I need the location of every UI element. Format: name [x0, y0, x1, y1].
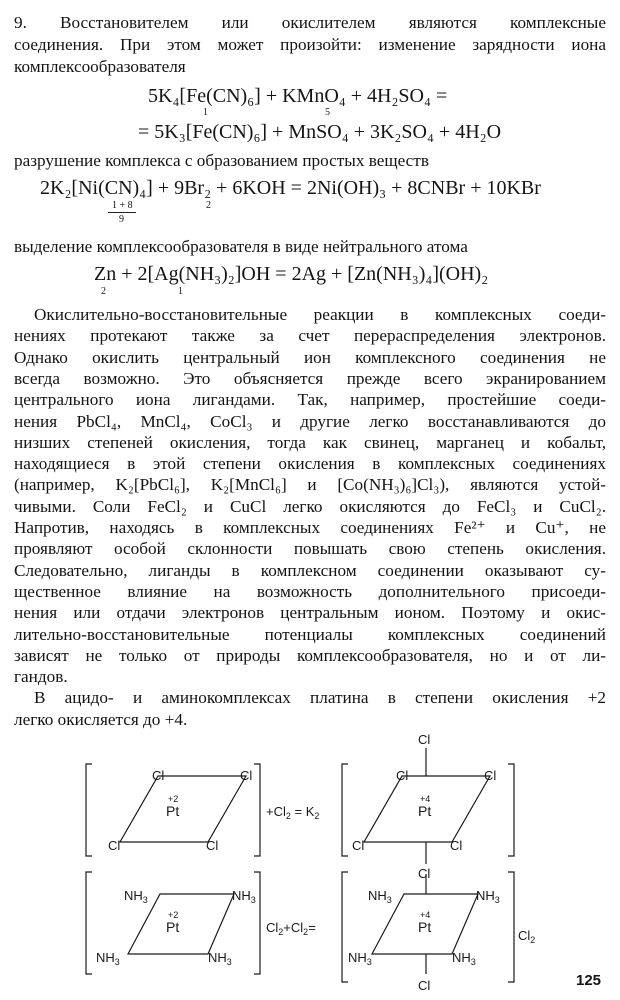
reagent-cl2: $Cl_2+Cl_2=$ — [266, 920, 316, 937]
oxidation-state-right: +4 — [420, 910, 431, 920]
nh3-ligand: $NH_3$ — [368, 888, 392, 905]
paragraph-line: Напротив, находясь в комплексных соединениях Fe²⁺ и Cu⁺, не — [14, 518, 606, 537]
oxidation-state-left: +2 — [168, 910, 179, 920]
equation-2-ox-br: 2 — [206, 200, 211, 211]
paragraph-line: всегда возможно. Это объясняется прежде всего экранированием — [14, 368, 606, 388]
metal-center: Pt — [166, 803, 180, 819]
nh3-ligand: $NH_3$ — [232, 888, 256, 905]
paragraph-line: нения PbCl₄, MnCl₄, CoCl₃ и другие легко восстанавливаются до — [14, 411, 606, 431]
equation-3: Zn + 2[Ag(NH₃)₂]OH = 2Ag + [Zn(NH₃)₄](OH)₂ — [94, 263, 489, 285]
equation-1-line-2: = 5K₃[Fe(CN)₆] + MnSO₄ + 3K₂SO₄ + 4H₂O — [138, 121, 502, 143]
cl-ligand: Cl — [206, 838, 219, 853]
metal-center: Pt — [166, 919, 180, 935]
equation-2: 2K₂[Ni(CN)₄] + 9Br₂ + 6KOH = 2Ni(OH)₃ + 8CNBr + 10KBr — [40, 177, 541, 199]
paragraph-line: нениях протекают также за счет перераспределения электронов. — [14, 326, 606, 346]
platinum-complex-diagram — [0, 728, 620, 998]
paragraph-line: лительно-восстановительные потенциалы комплексных соединений — [14, 624, 606, 644]
cl-ligand: Cl — [396, 768, 409, 783]
equation-2-ox-c-below: 9 — [119, 214, 124, 225]
nh3-ligand: $NH_3$ — [124, 888, 148, 905]
paragraph-line: (например, K₂[PbCl₆], K₂[MnCl₆] и [Co(NH₃)₆]Cl₃), являются устой- — [14, 475, 606, 495]
caption-neutral-atom: выделение комплексообразователя в виде нейтрального атома — [14, 237, 468, 256]
square-planar-left — [120, 776, 246, 842]
nh3-ligand: $NH_3$ — [208, 950, 232, 967]
bracket-right-close — [508, 764, 514, 856]
cl-ligand: Cl — [450, 838, 463, 853]
paragraph-line: проявляют особой склонности повышать свою степень окисления. — [14, 539, 606, 559]
outer-sphere-cl2: $Cl_2$ — [518, 928, 536, 945]
cl-ligand: Cl — [418, 866, 431, 881]
paragraph-line: находящиеся в этой степени окисления в комплексных соединениях — [14, 454, 606, 474]
equation-2-ox-c: 1 + 8 — [112, 200, 133, 211]
intro-line-1: 9. Восстановителем или окислителем являются комплексные — [14, 13, 606, 32]
nh3-ligand: $NH_3$ — [476, 888, 500, 905]
intro-line-2: соединения. При этом может произойти: изменение зарядности иона — [14, 35, 606, 54]
metal-center: Pt — [418, 803, 432, 819]
paragraph-line: зависят не только от природы комплексообразователя, но и от ли- — [14, 645, 606, 665]
bracket-left-open — [86, 764, 92, 856]
paragraph-2-line-1: В ацидо- и аминокомплексах платина в степени окисления +2 — [34, 688, 606, 708]
oxidation-state-left: +2 — [168, 794, 179, 804]
paragraph-line: гандов. — [14, 667, 68, 687]
equation-3-ox-zn: 2 — [101, 286, 106, 297]
nh3-ligand: $NH_3$ — [452, 950, 476, 967]
paragraph-line: щественное влияние на возможность дополнительного присоеди- — [14, 581, 606, 601]
nh3-ligand: $NH_3$ — [96, 950, 120, 967]
cl-ligand: Cl — [240, 768, 253, 783]
equation-3-ox-ag: 1 — [178, 286, 183, 297]
paragraph-line: нения или отдачи электронов центральным ионом. Поэтому и окис- — [14, 603, 606, 623]
paragraph-line: чивыми. Соли FeCl₂ и CuCl легко окисляются до FeCl₃ и CuCl₂. — [14, 496, 606, 516]
cl-ligand: Cl — [108, 838, 121, 853]
bracket-left-close — [254, 764, 260, 856]
paragraph-line: Следовательно, лиганды в комплексном соединении оказывают су- — [14, 560, 606, 580]
paragraph-line: Окислительно-восстановительные реакции в комплексных соеди- — [34, 305, 606, 324]
paragraph-line: центрального иона лигандами. Так, например, простейшие соеди- — [14, 390, 606, 410]
paragraph-line: Однако окислить центральный ион комплексного соединения не — [14, 347, 606, 367]
intro-line-3: комплексообразователя — [14, 57, 186, 76]
equation-2-fraction-bar — [108, 212, 136, 213]
paragraph-line: низших степеней окисления, тогда как свинец, марганец и кобальт, — [14, 432, 606, 452]
cl-ligand: Cl — [484, 768, 497, 783]
reagent-cl2: $+Cl_2 = K_2$ — [266, 804, 320, 821]
cl-ligand: Cl — [418, 978, 431, 993]
metal-center: Pt — [418, 919, 432, 935]
paragraph-2-line-2: легко окисляется до +4. — [14, 709, 188, 729]
equation-1-line-1: 5K₄[Fe(CN)₆] + KMnO₄ + 4H₂SO₄ = — [148, 85, 448, 107]
oxidation-state-right: +4 — [420, 794, 431, 804]
bracket-right-open — [342, 764, 348, 856]
caption-destruction: разрушение комплекса с образованием простых веществ — [14, 151, 429, 170]
cl-ligand: Cl — [352, 838, 365, 853]
nh3-ligand: $NH_3$ — [348, 950, 372, 967]
cl-ligand: Cl — [418, 732, 431, 747]
equation-1-ox-mn: 5 — [325, 107, 330, 118]
page-number: 125 — [576, 972, 602, 989]
equation-1-ox-fe: 1 — [203, 107, 208, 118]
cl-ligand: Cl — [152, 768, 165, 783]
